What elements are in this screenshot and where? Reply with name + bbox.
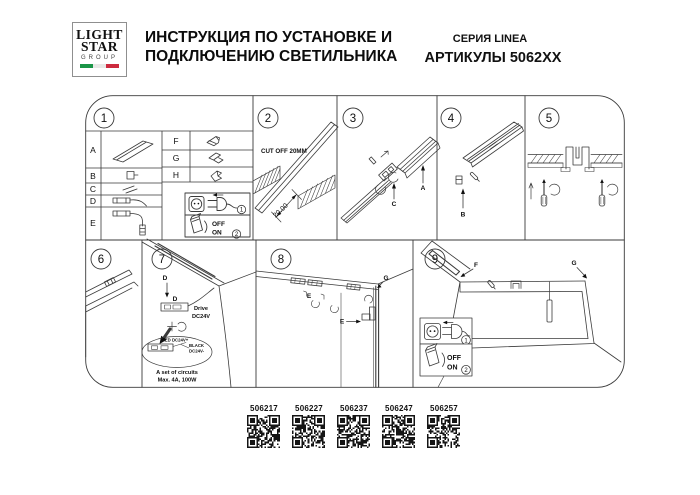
cut-profile-drawing xyxy=(253,122,338,222)
step-1: 1 xyxy=(100,113,108,126)
corner-feed-connector-icon xyxy=(113,211,145,235)
logo-word-light: LIGHT xyxy=(76,27,123,42)
series-label: СЕРИЯ LINEA xyxy=(452,33,528,45)
circuits-note-1: A set of circuits xyxy=(156,370,198,376)
lightstar-logo xyxy=(72,22,127,77)
label-e1: E xyxy=(306,293,312,300)
switch-off-label: OFF xyxy=(212,221,225,228)
label-g9: G xyxy=(571,260,577,267)
diagram-frame xyxy=(85,95,625,388)
ceiling-track-drawing xyxy=(86,270,138,357)
article-code: 506257 xyxy=(430,404,458,413)
part-letter-g: G xyxy=(172,153,180,163)
wire-black-label-1: BLACK xyxy=(189,343,205,348)
label-g8: G xyxy=(383,275,389,282)
switch-off-label-9: OFF xyxy=(447,355,461,362)
cross-section-drawing xyxy=(528,147,622,206)
label-e2: E xyxy=(339,318,345,326)
wire-black-label-2: DC24V- xyxy=(189,348,205,354)
qr-code xyxy=(337,415,370,448)
article-506227 xyxy=(292,404,326,448)
label-f: F xyxy=(474,262,478,269)
step-9: 9 xyxy=(431,254,439,267)
corner-joint-f-icon xyxy=(207,137,220,146)
corner-bracket-h-icon xyxy=(211,171,222,181)
step-3: 3 xyxy=(349,113,357,126)
mounted-profile-drawing xyxy=(456,122,524,208)
power-step-9: 1 xyxy=(464,338,468,345)
part-letter-e: E xyxy=(90,218,96,228)
diagram-art xyxy=(85,95,625,388)
parts-table-grid xyxy=(86,131,253,240)
screwdriver-icon xyxy=(541,179,560,206)
label-d2: D xyxy=(172,296,178,303)
step-8: 8 xyxy=(277,254,285,267)
logo-word-group: GROUP xyxy=(80,55,118,61)
article-codes-row xyxy=(247,404,461,448)
frame-grid xyxy=(86,96,625,388)
switch-step-9: 2 xyxy=(464,368,468,375)
part-letter-b: B xyxy=(90,171,96,181)
label-b: B xyxy=(460,211,466,219)
step-6: 6 xyxy=(97,254,105,267)
label-a: A xyxy=(420,185,426,192)
step-4: 4 xyxy=(447,113,455,126)
article-code: 506217 xyxy=(250,404,278,413)
part-letter-a: A xyxy=(90,145,96,155)
label-d1: D xyxy=(162,275,168,282)
connector-g-icon xyxy=(209,153,223,163)
article-506217 xyxy=(247,404,281,448)
switch-on-label: ON xyxy=(212,229,222,237)
label-c: C xyxy=(391,201,397,208)
qr-code xyxy=(427,415,460,448)
track-join-drawing xyxy=(341,137,440,223)
plug-icon xyxy=(208,193,237,210)
article-code: 506227 xyxy=(295,404,323,413)
article-code: 506247 xyxy=(385,404,413,413)
part-letter-h: H xyxy=(172,170,180,180)
flag-white xyxy=(93,64,106,68)
part-letter-f: F xyxy=(173,136,179,146)
profile-track-icon xyxy=(113,141,153,162)
circuits-note-2: Max. 4A, 100W xyxy=(157,377,197,384)
switch-icon xyxy=(191,214,207,234)
cut-off-note: CUT OFF 20MM xyxy=(261,148,307,155)
switch-step-1: 2 xyxy=(234,232,239,239)
power-step-1: 1 xyxy=(239,207,244,214)
end-cap-icon xyxy=(127,172,138,180)
qr-code xyxy=(247,415,280,448)
wire-red-label: RED DC24V+ xyxy=(161,337,189,343)
title-line-2: ПОДКЛЮЧЕНИЮ СВЕТИЛЬНИКА xyxy=(145,48,398,65)
article-506247 xyxy=(382,404,416,448)
driver-label-1: Drive xyxy=(194,306,208,312)
qr-code xyxy=(292,415,325,448)
logo-word-star: STAR xyxy=(80,39,118,54)
step-2: 2 xyxy=(264,113,272,126)
screws-icon xyxy=(123,186,137,193)
part-letter-d: D xyxy=(89,196,97,206)
flag-green xyxy=(80,64,93,68)
articles-label: АРТИКУЛЫ 5062XX xyxy=(424,50,562,66)
step-7: 7 xyxy=(158,254,166,267)
page-title xyxy=(145,28,397,66)
driver-label-2: DC24V xyxy=(192,314,211,320)
step-5: 5 xyxy=(545,113,553,126)
title-line-1: ИНСТРУКЦИЯ ПО УСТАНОВКЕ И xyxy=(145,29,393,46)
italian-flag-stripe xyxy=(80,64,119,68)
wall-corner-drawing xyxy=(256,269,413,387)
power-feed-connector-icon xyxy=(113,198,147,206)
switch-on-label-9: ON xyxy=(447,364,458,372)
article-506237 xyxy=(337,404,371,448)
article-506257 xyxy=(427,404,461,448)
qr-code xyxy=(382,415,415,448)
cut-dimension: 20.00 xyxy=(272,202,290,220)
flag-red xyxy=(106,64,119,68)
article-code: 506237 xyxy=(340,404,368,413)
part-letter-c: C xyxy=(89,184,97,194)
